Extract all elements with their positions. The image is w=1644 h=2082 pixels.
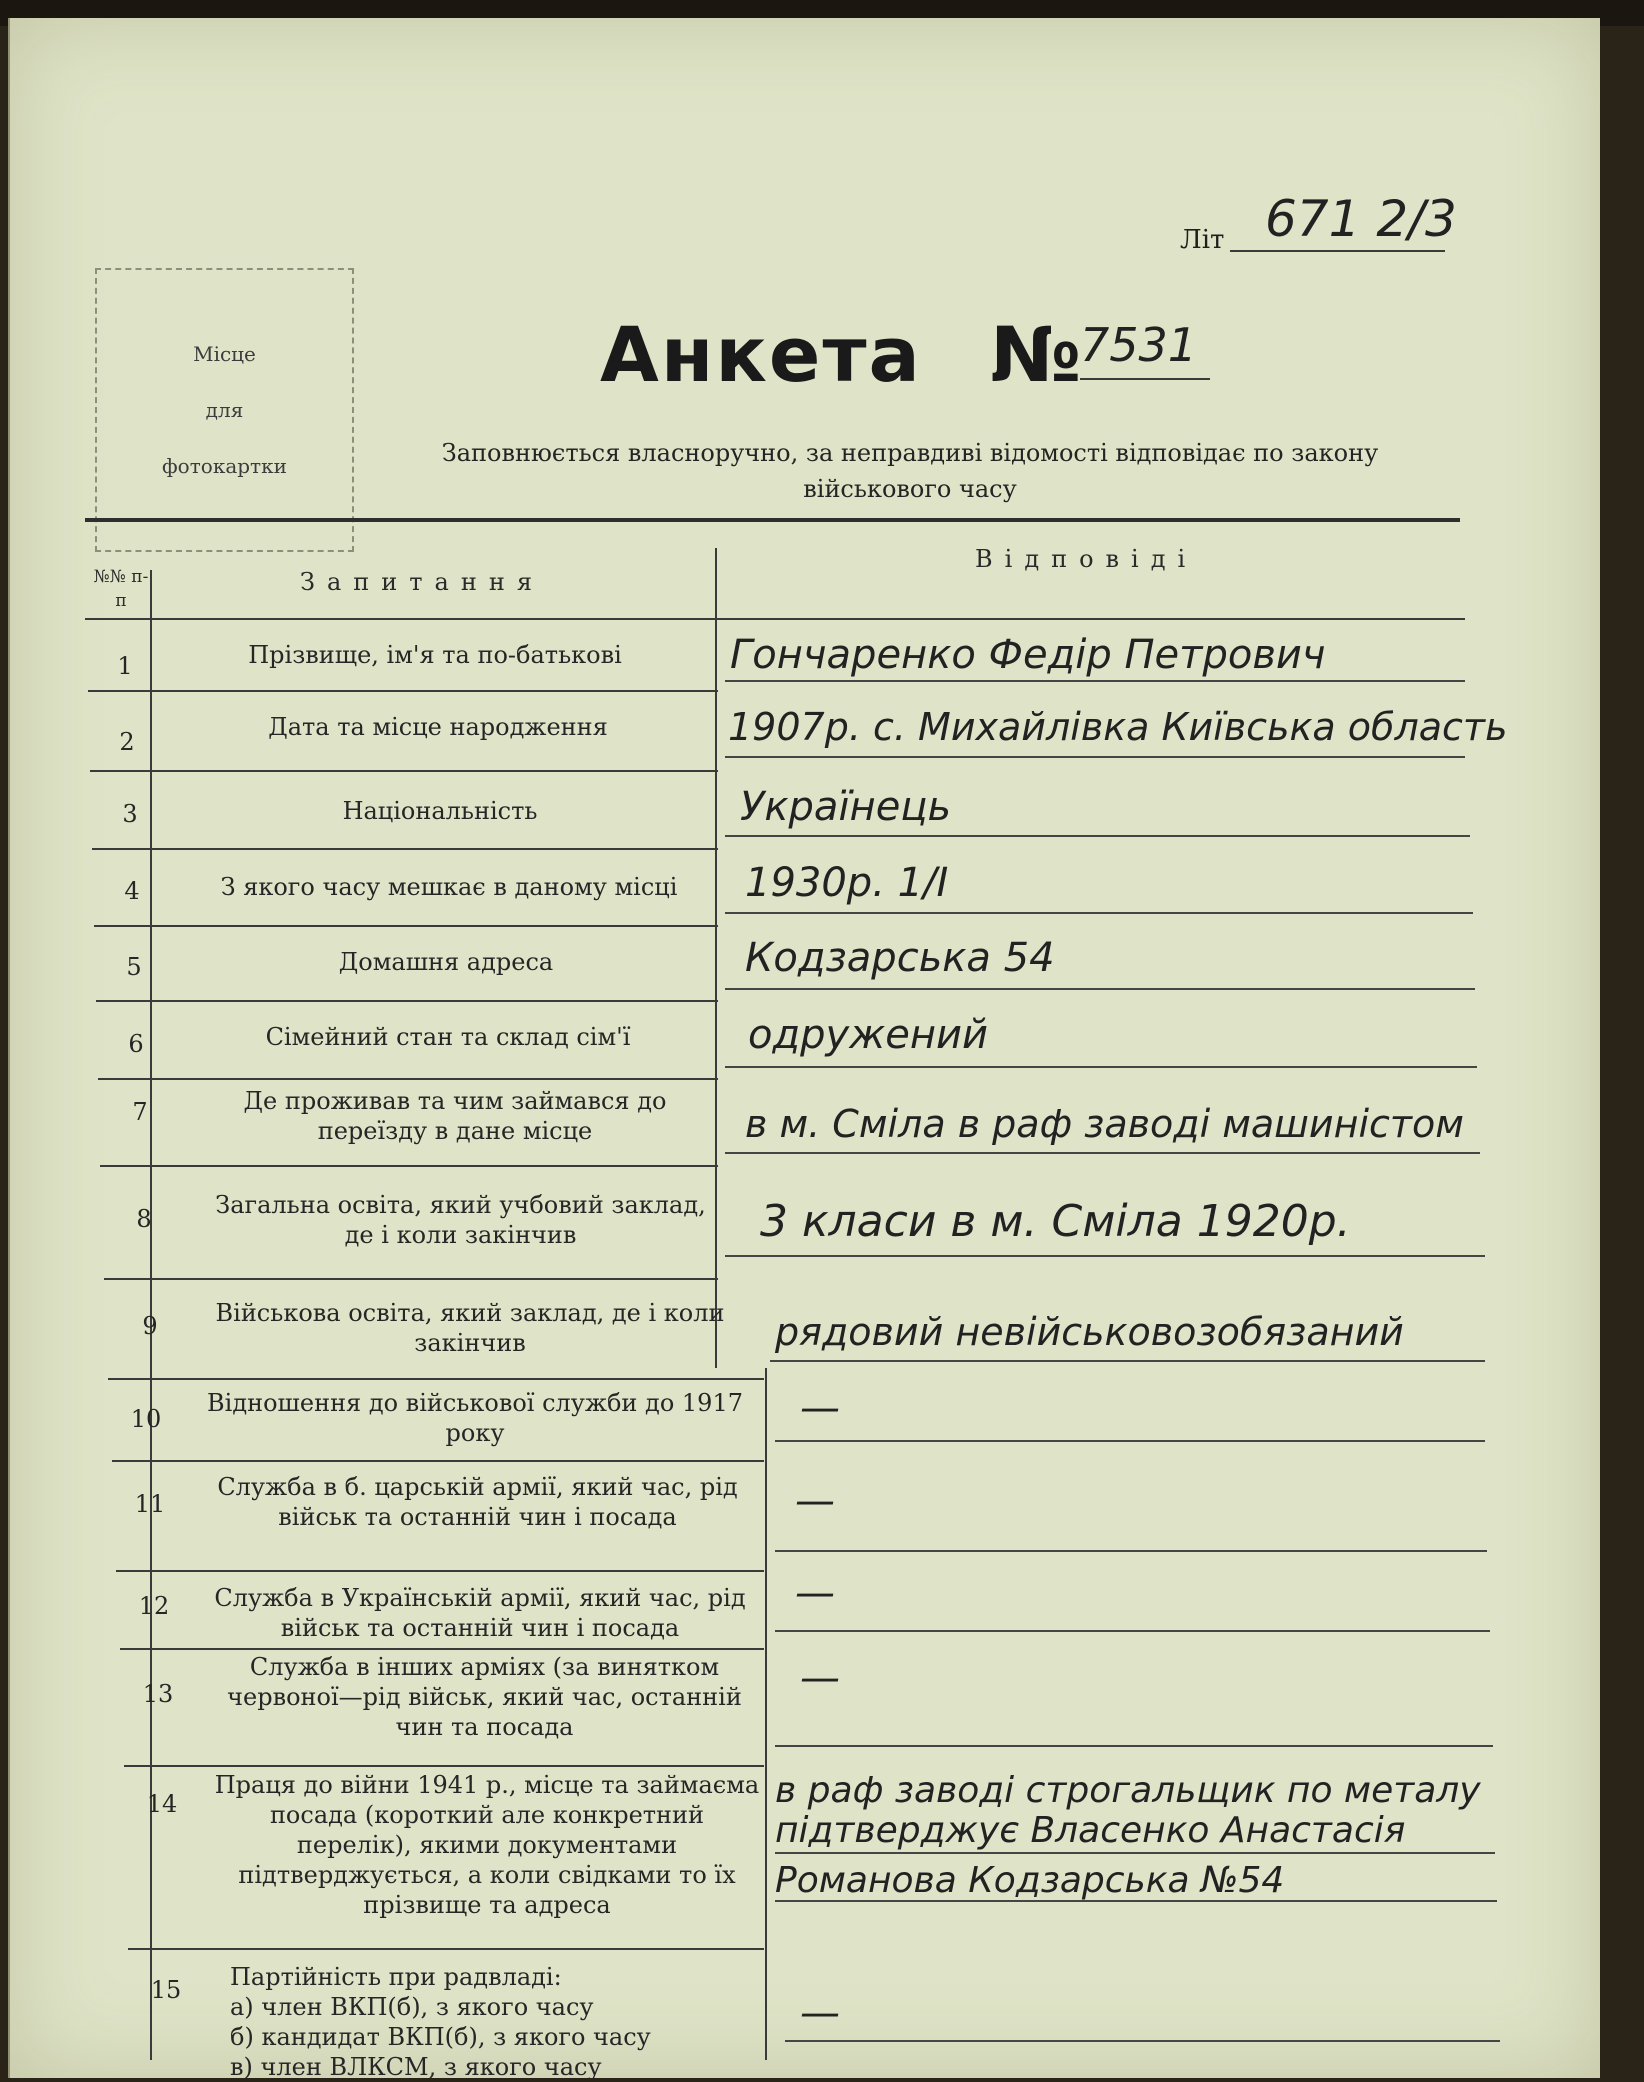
header-rule	[85, 618, 1465, 620]
row-number: 7	[132, 1098, 148, 1126]
answer-line	[785, 2040, 1500, 2042]
row-rule	[98, 1078, 718, 1080]
question-text: Де проживав та чим займався до переїзду в дане місце	[243, 1087, 667, 1145]
question-text: Служба в інших арміях (за винятком червоної—рід військ, який час, останній чин та посада	[227, 1653, 742, 1741]
row-number: 11	[134, 1490, 166, 1518]
answer-text: 1907р. с. Михайлівка Київська область	[728, 705, 1508, 749]
row-number: 9	[142, 1312, 158, 1340]
subtitle-line1: Заповнюється власноручно, за неправдиві відомості відповідає по закону	[441, 439, 1379, 467]
answer-text: Кодзарська 54	[745, 935, 1055, 981]
row-rule	[120, 1648, 764, 1650]
question-text: З якого часу мешкає в даному місці	[220, 873, 678, 901]
answer-line	[775, 1745, 1493, 1747]
question-text: Національність	[342, 797, 538, 825]
row-number: 8	[136, 1205, 152, 1233]
question-line: Партійність при радвладі:	[230, 1963, 562, 1991]
photo-label-line1: Місце	[193, 342, 256, 366]
row-number: 12	[138, 1592, 170, 1620]
page-title: Анкета	[600, 310, 922, 399]
row-number: 13	[142, 1680, 174, 1708]
answer-text: —	[795, 1570, 835, 1616]
photo-label-line2: для	[205, 398, 244, 422]
column-divider-answer-lower	[765, 1368, 767, 2060]
column-header-number: №№ п-п	[93, 567, 149, 611]
row-rule	[124, 1765, 764, 1767]
answer-line	[725, 835, 1470, 837]
answer-text: —	[800, 1655, 840, 1701]
form-number-underline	[1080, 378, 1210, 380]
question-text: Відношення до військової служби до 1917 року	[207, 1389, 743, 1447]
row-rule	[112, 1460, 764, 1462]
answer-line	[725, 912, 1473, 914]
answer-line	[725, 756, 1465, 758]
row-number: 5	[126, 953, 142, 981]
column-header-question: Запитання	[300, 568, 544, 596]
answer-text: —	[795, 1478, 835, 1524]
question-line: б) кандидат ВКП(б), з якого часу	[230, 2023, 651, 2051]
question-text: Прізвище, ім'я та по-батькові	[248, 641, 622, 669]
answer-text-line3: Романова Кодзарська №54	[775, 1860, 1285, 1901]
row-rule	[100, 1165, 718, 1167]
lit-value: 671 2/3	[1265, 190, 1457, 248]
answer-text: Українець	[740, 784, 952, 830]
row-number: 2	[119, 728, 135, 756]
answer-line	[725, 680, 1465, 682]
question-text: Праця до війни 1941 р., місце та займаєма посада (короткий але конкретний перелік), якими документами підтверджується, а коли свідками то їх прізвище та адреса	[214, 1771, 760, 1919]
subtitle	[385, 435, 1435, 507]
row-rule	[90, 770, 718, 772]
answer-line	[775, 1440, 1485, 1442]
photo-label-line3: фотокартки	[162, 454, 287, 478]
question-line: а) член ВКП(б), з якого часу	[230, 1993, 594, 2021]
answer-line	[725, 1255, 1485, 1257]
question-text: Військова освіта, який заклад, де і коли закінчив	[215, 1299, 725, 1357]
row-rule	[116, 1570, 764, 1572]
lit-underline	[1230, 250, 1445, 252]
column-header-answer: Відповіді	[975, 545, 1198, 573]
answer-text: 3 класи в м. Сміла 1920р.	[760, 1196, 1351, 1247]
subtitle-line2: військового часу	[803, 475, 1017, 503]
row-rule	[104, 1278, 718, 1280]
answer-text: —	[800, 1990, 840, 2036]
question-text: Служба в б. царській армії, який час, рід військ та останній чин і посада	[217, 1473, 738, 1531]
row-rule	[92, 848, 718, 850]
question-text: Домашня адреса	[338, 948, 554, 976]
question-text	[230, 1962, 750, 2082]
answer-text: в м. Сміла в раф заводі машиністом	[745, 1102, 1464, 1146]
row-rule	[128, 1948, 764, 1950]
row-number: 10	[130, 1405, 162, 1433]
answer-line	[775, 1852, 1495, 1854]
lit-label: Літ	[1180, 225, 1225, 255]
question-text: Сімейний стан та склад сім'ї	[265, 1023, 631, 1051]
form-number: 7531	[1080, 318, 1198, 372]
answer-text: 1930р. 1/I	[745, 860, 949, 906]
row-number: 15	[150, 1976, 182, 2004]
row-number: 6	[128, 1030, 144, 1058]
answer-line	[775, 1630, 1490, 1632]
answer-line	[725, 1152, 1480, 1154]
row-rule	[88, 690, 718, 692]
answer-text-line1: в раф заводі строгальщик по металу	[775, 1770, 1481, 1811]
answer-text: —	[800, 1385, 840, 1431]
table-top-rule	[85, 518, 1460, 522]
answer-line	[770, 1360, 1485, 1362]
answer-line	[775, 1900, 1497, 1902]
answer-text: Гончаренко Федір Петрович	[730, 632, 1326, 678]
answer-text: одружений	[748, 1012, 988, 1058]
question-text: Загальна освіта, який учбовий заклад, де і коли закінчив	[215, 1191, 706, 1249]
row-rule	[94, 925, 718, 927]
row-number: 14	[146, 1790, 178, 1818]
answer-text: рядовий невійськовозобязаний	[775, 1310, 1404, 1354]
row-number: 3	[122, 800, 138, 828]
question-line: в) член ВЛКСМ, з якого часу	[230, 2053, 602, 2081]
answer-line	[725, 988, 1475, 990]
answer-line	[725, 1066, 1477, 1068]
row-number: 4	[124, 877, 140, 905]
row-rule	[96, 1000, 718, 1002]
question-text: Служба в Українській армії, який час, рід військ та останній чин і посада	[214, 1584, 746, 1642]
question-text: Дата та місце народження	[268, 713, 608, 741]
number-sign: №	[990, 310, 1082, 399]
answer-text-line2: підтверджує Власенко Анастасія	[775, 1810, 1406, 1851]
photo-placeholder	[95, 268, 354, 552]
answer-line	[775, 1550, 1487, 1552]
row-number: 1	[117, 652, 133, 680]
row-rule	[108, 1378, 764, 1380]
